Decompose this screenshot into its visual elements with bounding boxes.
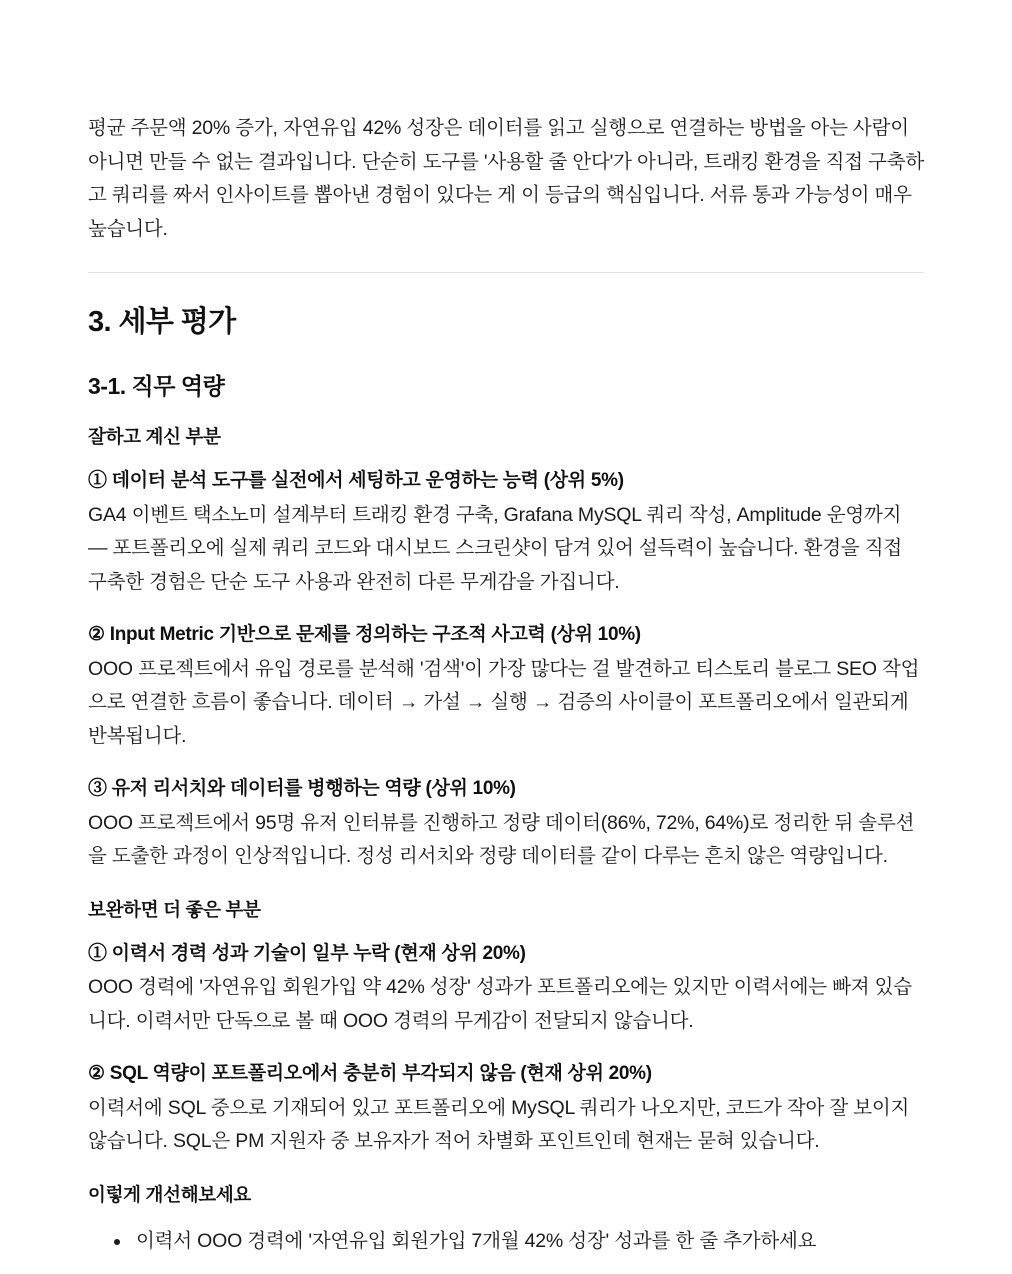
improvements-heading: 보완하면 더 좋은 부분 — [88, 898, 261, 920]
improvement-item-title: ② SQL 역량이 포트폴리오에서 충분히 부각되지 않음 (현재 상위 20%) — [88, 1063, 652, 1085]
actions-list — [88, 1225, 924, 1259]
strength-item — [88, 775, 924, 874]
improvement-item-title: ① 이력서 경력 성과 기술이 일부 누락 (현재 상위 20%) — [88, 942, 526, 964]
improvement-item — [88, 1060, 924, 1159]
subsection-title: 3-1. 직무 역량 — [88, 373, 225, 400]
strength-item-title: ② Input Metric 기반으로 문제를 정의하는 구조적 사고력 (상위 10%) — [88, 624, 641, 646]
strength-item — [88, 621, 924, 753]
improvement-item-body: 이력서에 SQL 중으로 기재되어 있고 포트폴리오에 MySQL 쿼리가 나오지만, 코드가 작아 잘 보이지 않습니다. SQL은 PM 지원자 중 보유자가 적어 차별화 포인트인데 현재는 묻혀 있습니다. — [88, 1096, 910, 1153]
strength-item-title: ① 데이터 분석 도구를 실전에서 세팅하고 운영하는 능력 (상위 5%) — [88, 470, 624, 492]
strength-item-body: GA4 이벤트 택소노미 설계부터 트래킹 환경 구축, Grafana MySQL 쿼리 작성, Amplitude 운영까지 — 포트폴리오에 실제 쿼리 코드와 대시보드 스크린샷이 담겨 있어 설득력이 높습니다. 환경을 직접 구축한 경험은 단순 도구 사용과 완전히 다른 무게감을 가집니다. — [88, 503, 902, 593]
page-title: 3. 세부 평가 — [88, 306, 236, 339]
strength-item-title: ③ 유저 리서치와 데이터를 병행하는 역량 (상위 10%) — [88, 778, 516, 800]
strength-item — [88, 467, 924, 599]
actions-heading: 이렇게 개선해보세요 — [88, 1184, 251, 1205]
improvement-item — [88, 940, 924, 1039]
section-divider — [88, 272, 924, 273]
strength-item-body: OOO 프로젝트에서 95명 유저 인터뷰를 진행하고 정량 데이터(86%, 72%, 64%)로 정리한 뒤 솔루션을 도출한 과정이 인상적입니다. 정성 리서치와 정량 데이터를 같이 다루는 흔치 않은 역량입니다. — [88, 811, 915, 868]
intro-paragraph: 평균 주문액 20% 증가, 자연유입 42% 성장은 데이터를 읽고 실행으로 연결하는 방법을 아는 사람이 아니면 만들 수 없는 결과입니다. 단순히 도구를 '사용할 줄 안다'가 아니라, 트래킹 환경을 직접 구축하고 쿼리를 짜서 인사이트를 뽑아낸 경험이 있다는 게 이 등급의 핵심입니다. 서류 통과 가능성이 매우 높습니다. — [88, 117, 925, 240]
list-item: 이력서 OOO 경력에 '자연유입 회원가입 7개월 42% 성장' 성과를 한 줄 추가하세요 — [122, 1225, 924, 1259]
strength-item-body: OOO 프로젝트에서 유입 경로를 분석해 '검색'이 가장 많다는 걸 발견하고 티스토리 블로그 SEO 작업으로 연결한 흐름이 좋습니다. 데이터 → 가설 → 실행 → 검증의 사이클이 포트폴리오에서 일관되게 반복됩니다. — [88, 657, 920, 747]
strengths-heading: 잘하고 계신 부분 — [88, 426, 221, 448]
improvement-item-body: OOO 경력에 '자연유입 회원가입 약 42% 성장' 성과가 포트폴리오에는 있지만 이력서에는 빠져 있습니다. 이력서만 단독으로 볼 때 OOO 경력의 무게감이 전달되지 않습니다. — [88, 976, 912, 1032]
